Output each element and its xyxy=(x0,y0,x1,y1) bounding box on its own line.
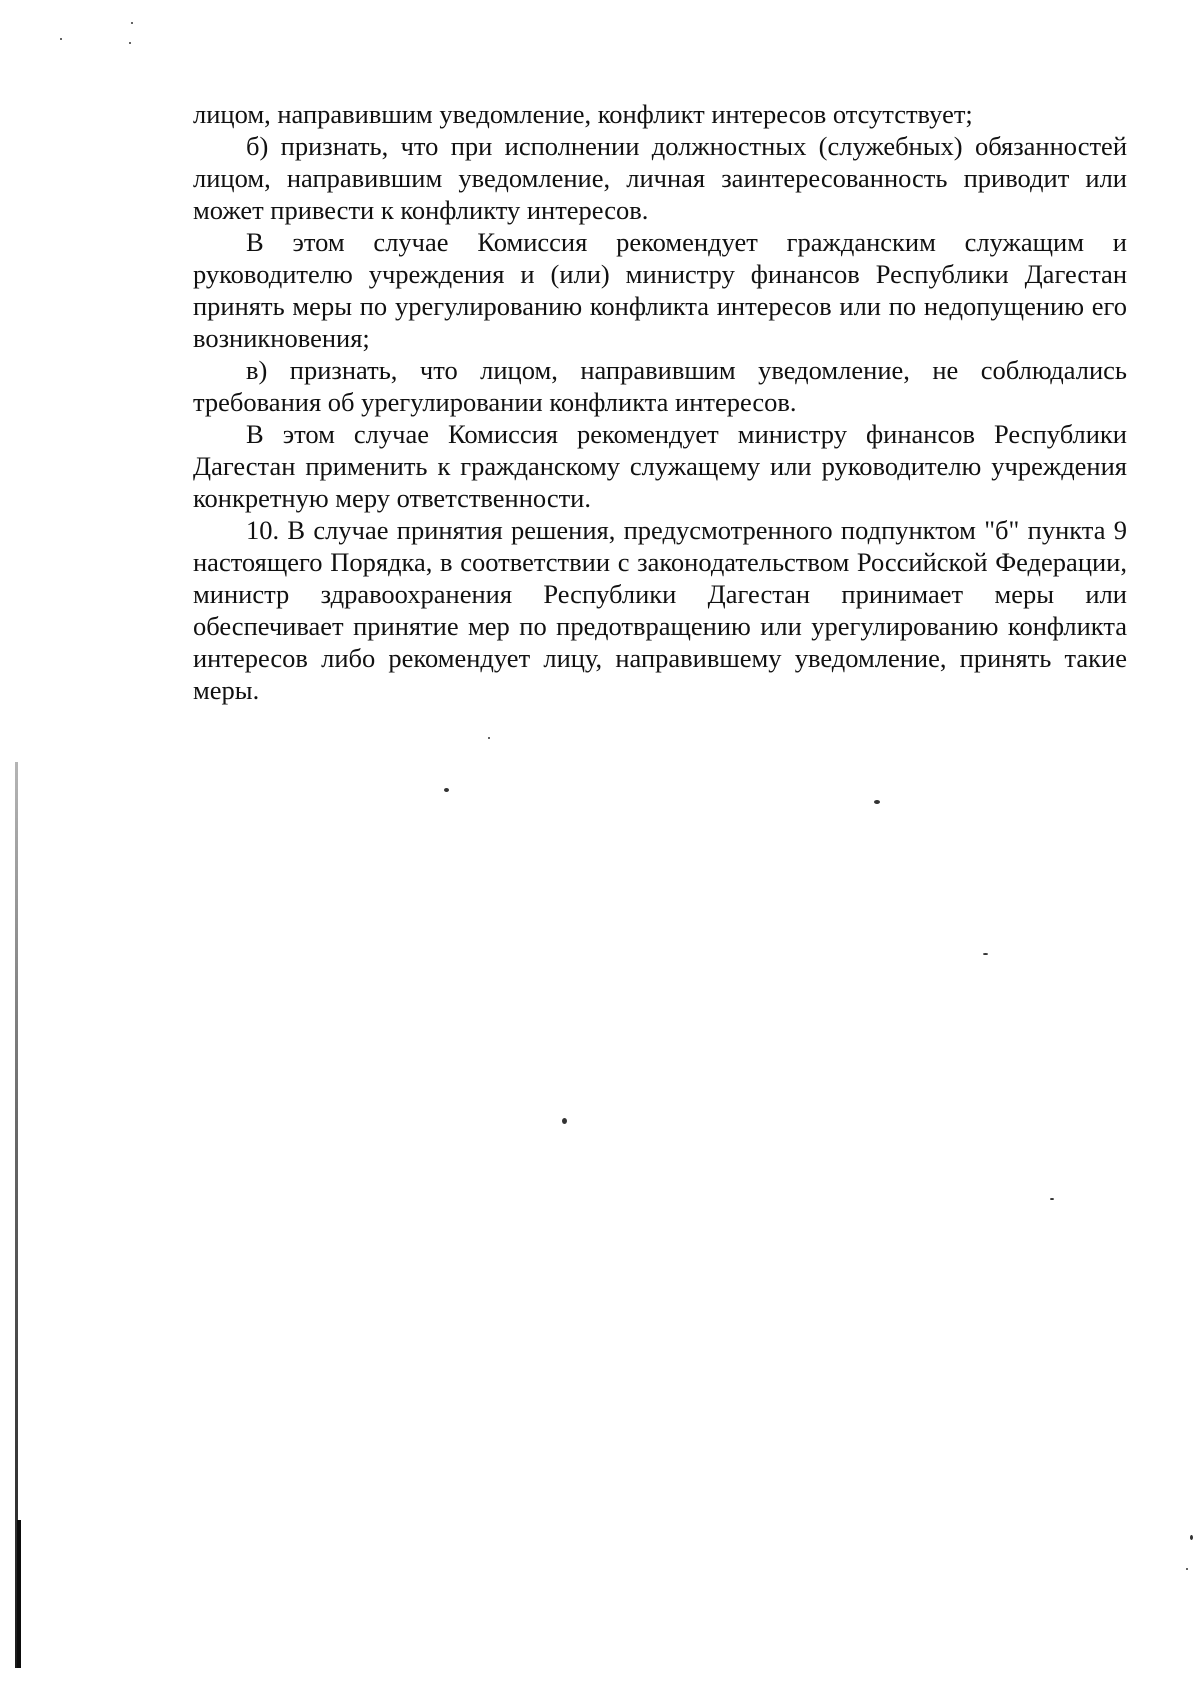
paragraph-recommendation-b: В этом случае Комиссия рекомендует гражданским служащим и руководителю учреждения и (или) министру финансов Республики Дагестан принять меры по урегулированию конфликта интересов или по недопущению его возникновения; xyxy=(193,227,1127,353)
scan-speck xyxy=(562,1118,567,1124)
scan-left-edge-dark xyxy=(17,1520,21,1668)
scan-speck xyxy=(60,38,62,40)
paragraph-item-10: 10. В случае принятия решения, предусмотренного подпунктом "б" пункта 9 настоящего Порядка, в соответствии с законодательством Российской Федерации, министр здравоохранения Республики Дагестан принимает меры или обеспечивает принятие мер по предотвращению или урегулированию конфликта интересов либо рекомендует лицу, направившему уведомление, принять такие меры. xyxy=(193,515,1127,705)
paragraph-recommendation-v: В этом случае Комиссия рекомендует министру финансов Республики Дагестан применить к гражданскому служащему или руководителю учреждения конкретную меру ответственности. xyxy=(193,419,1127,513)
scan-speck xyxy=(1186,1568,1188,1570)
scan-speck xyxy=(1190,1535,1193,1540)
scan-speck xyxy=(1050,1198,1054,1200)
scan-speck xyxy=(488,737,490,739)
scan-speck xyxy=(129,42,131,44)
scan-speck xyxy=(874,800,880,804)
scan-speck xyxy=(983,953,988,955)
scan-speck xyxy=(131,22,133,24)
document-body xyxy=(193,98,1127,706)
paragraph-subpoint-v: в) признать, что лицом, направившим уведомление, не соблюдались требования об урегулировании конфликта интересов. xyxy=(193,355,1127,417)
paragraph-continuation: лицом, направившим уведомление, конфликт интересов отсутствует; xyxy=(193,99,973,129)
scan-speck xyxy=(444,788,449,792)
paragraph-subpoint-b: б) признать, что при исполнении должностных (служебных) обязанностей лицом, направившим уведомление, личная заинтересованность приводит или может привести к конфликту интересов. xyxy=(193,131,1127,225)
